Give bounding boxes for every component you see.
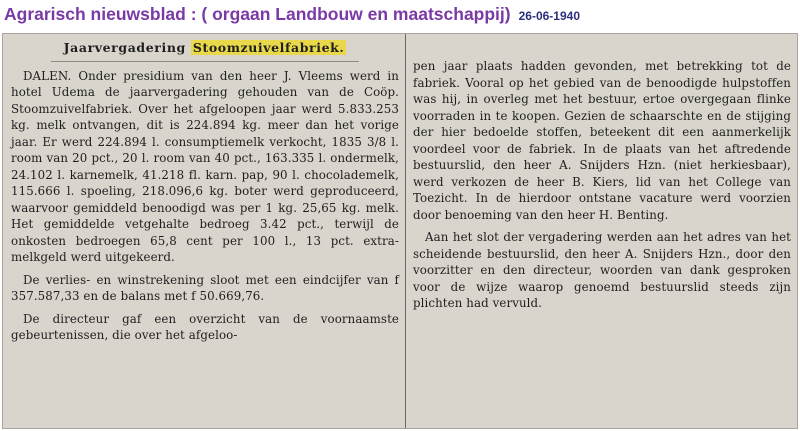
column-divider [405,34,406,428]
article-headline [11,40,399,57]
article-paragraph: pen jaar plaats hadden gevonden, met betrekking tot de fabriek. Vooral op het gebied van de benoodigde hulpstoffen was hij, in overleg met het bestuur, ertoe overgegaan flinke voorraden in te koopen. Gezien de schaarschte en de stijging der hier bedoelde stoffen, beteekent dit een aanmerkelijk voordeel voor de fabriek. In de plaats van het aftredende bestuurslid, den heer A. Snijders Hzn. (niet herkiesbaar), werd verkozen de heer B. Kiers, lid van het College van Toezicht. In de hierdoor ontstane vacature werd voorzien door benoeming van den heer H. Benting. [413,59,791,222]
article-paragraph: De verlies- en winstrekening sloot met een eindcijfer van f 357.587,33 en de balans met f 50.669,76. [11,272,399,303]
headline-prefix: Jaarvergadering [63,40,191,55]
article-paragraph: Aan het slot der vergadering werden aan het adres van het scheidende bestuurslid, den heer A. Snijders Hzn., door den voorzitter en den directeur, woorden van dank gesproken voor de wijze waarop genoemd bestuurslid steeds zijn plichten had vervuld. [413,230,791,310]
article-column-left [11,34,399,428]
newspaper-clipping [2,33,798,429]
article-paragraph: De directeur gaf een overzicht van de voornaamste gebeurtenissen, die over het afgeloo- [11,311,399,342]
page-header [4,4,580,30]
article-paragraph: DALEN. Onder presidium van den heer J. Vleems werd in hotel Udema de jaarvergadering gehouden van de Coöp. Stoomzuivelfabriek. Over het afgeloopen jaar werd 5.833.253 kg. melk ontvangen, dit is 224.894 kg. meer dan het vorige jaar. Er werd 224.894 l. consumptiemelk verkocht, 1835 3/8 l. room van 20 pct., 20 l. room van 40 pct., 163.335 l. ondermelk, 24.102 l. karnemelk, 41.218 fl. karn. pap, 90 l. chocolademelk, 115.666 l. spoeling, 218.096,6 kg. boter werd geproduceerd, waarvoor gemiddeld benoodigd was per 1 kg. 25,65 kg. melk. Het gemiddelde vetgehalte bedroeg 3.42 pct., terwijl de onkosten bedroegen 65,8 cent per 100 l., 13 pct. extra-melkgeld werd uitgekeerd. [11,68,399,264]
publication-date: 26-06-1940 [518,9,580,23]
headline-highlight: Stoomzuivelfabriek. [192,40,345,55]
headline-rule [51,61,359,62]
article-column-right [413,34,791,428]
newspaper-title: Agrarisch nieuwsblad : ( orgaan Landbouw en maatschappij) [4,4,511,24]
